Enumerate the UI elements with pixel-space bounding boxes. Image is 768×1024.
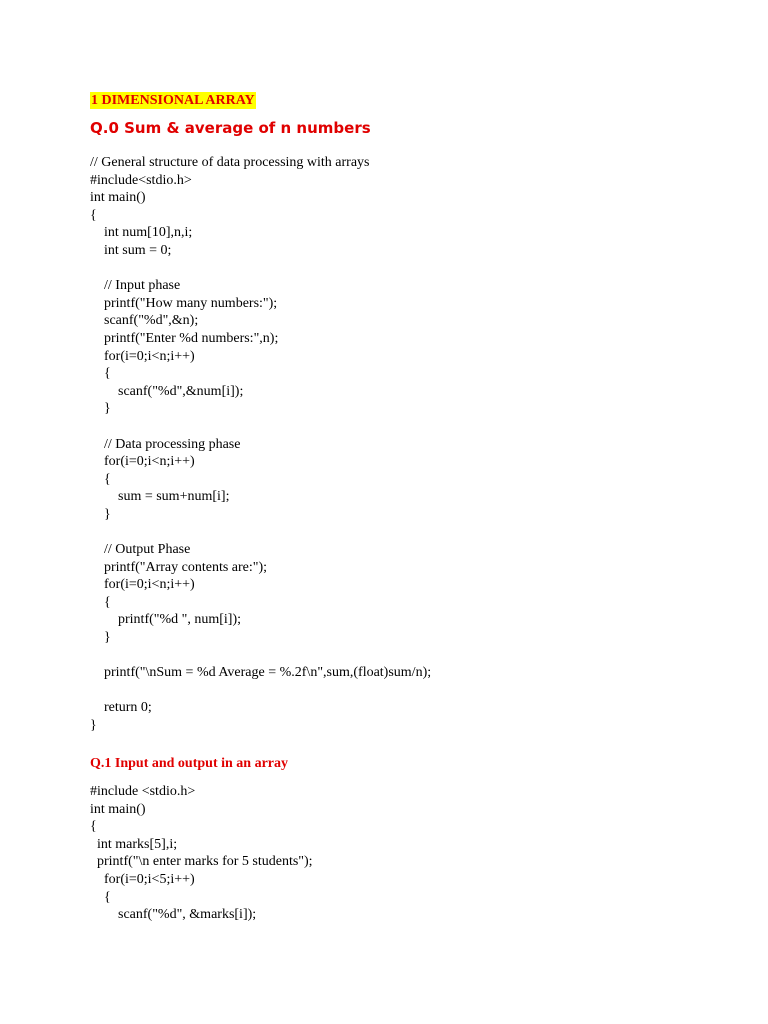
code-line: // Output Phase (90, 542, 191, 558)
section-heading: 1 DIMENSIONAL ARRAY (91, 93, 255, 108)
question-1-code (90, 783, 313, 924)
code-line: scanf("%d", &marks[i]); (90, 907, 257, 923)
code-line: } (90, 506, 111, 522)
code-line (90, 418, 431, 436)
code-line: { (90, 471, 111, 487)
code-line: scanf("%d",&num[i]); (90, 383, 244, 399)
code-line: { (90, 889, 111, 905)
code-line: printf("\n enter marks for 5 students"); (90, 854, 313, 870)
code-line: for(i=0;i<n;i++) (90, 577, 195, 593)
code-line: { (90, 366, 111, 382)
code-line: printf("\nSum = %d Average = %.2f\n",sum,(float)sum/n); (90, 665, 432, 681)
code-line: int main() (90, 190, 146, 206)
code-line: int main() (90, 801, 146, 817)
code-line (90, 523, 431, 541)
code-line: return 0; (90, 700, 152, 716)
code-line: for(i=0;i<5;i++) (90, 871, 195, 887)
code-line: } (90, 718, 97, 733)
question-0-title: Q.0 Sum & average of n numbers (90, 119, 371, 137)
code-line: } (90, 630, 111, 646)
code-line: // Data processing phase (90, 436, 241, 452)
code-line: { (90, 594, 111, 610)
code-line: } (90, 401, 111, 417)
code-line (90, 647, 431, 665)
code-line: printf("%d ", num[i]); (90, 612, 242, 628)
code-line: // Input phase (90, 278, 181, 294)
question-1-title: Q.1 Input and output in an array (90, 756, 289, 771)
code-line: #include<stdio.h> (90, 172, 192, 188)
code-line: int marks[5],i; (90, 836, 178, 852)
code-line: { (90, 207, 97, 223)
code-line: scanf("%d",&n); (90, 313, 199, 329)
code-line (90, 260, 431, 278)
code-line: printf("Enter %d numbers:",n); (90, 330, 279, 346)
code-line: printf("How many numbers:"); (90, 295, 278, 311)
code-line: #include <stdio.h> (90, 784, 196, 799)
code-line (90, 682, 431, 700)
code-line: int num[10],n,i; (90, 225, 193, 241)
code-line: printf("Array contents are:"); (90, 559, 268, 575)
code-line: // General structure of data processing with arrays (90, 155, 370, 170)
code-line: int sum = 0; (90, 242, 172, 258)
code-line: sum = sum+num[i]; (90, 489, 230, 505)
code-line: { (90, 819, 97, 835)
code-line: for(i=0;i<n;i++) (90, 348, 195, 364)
question-0-code (90, 154, 431, 735)
code-line: for(i=0;i<n;i++) (90, 454, 195, 470)
